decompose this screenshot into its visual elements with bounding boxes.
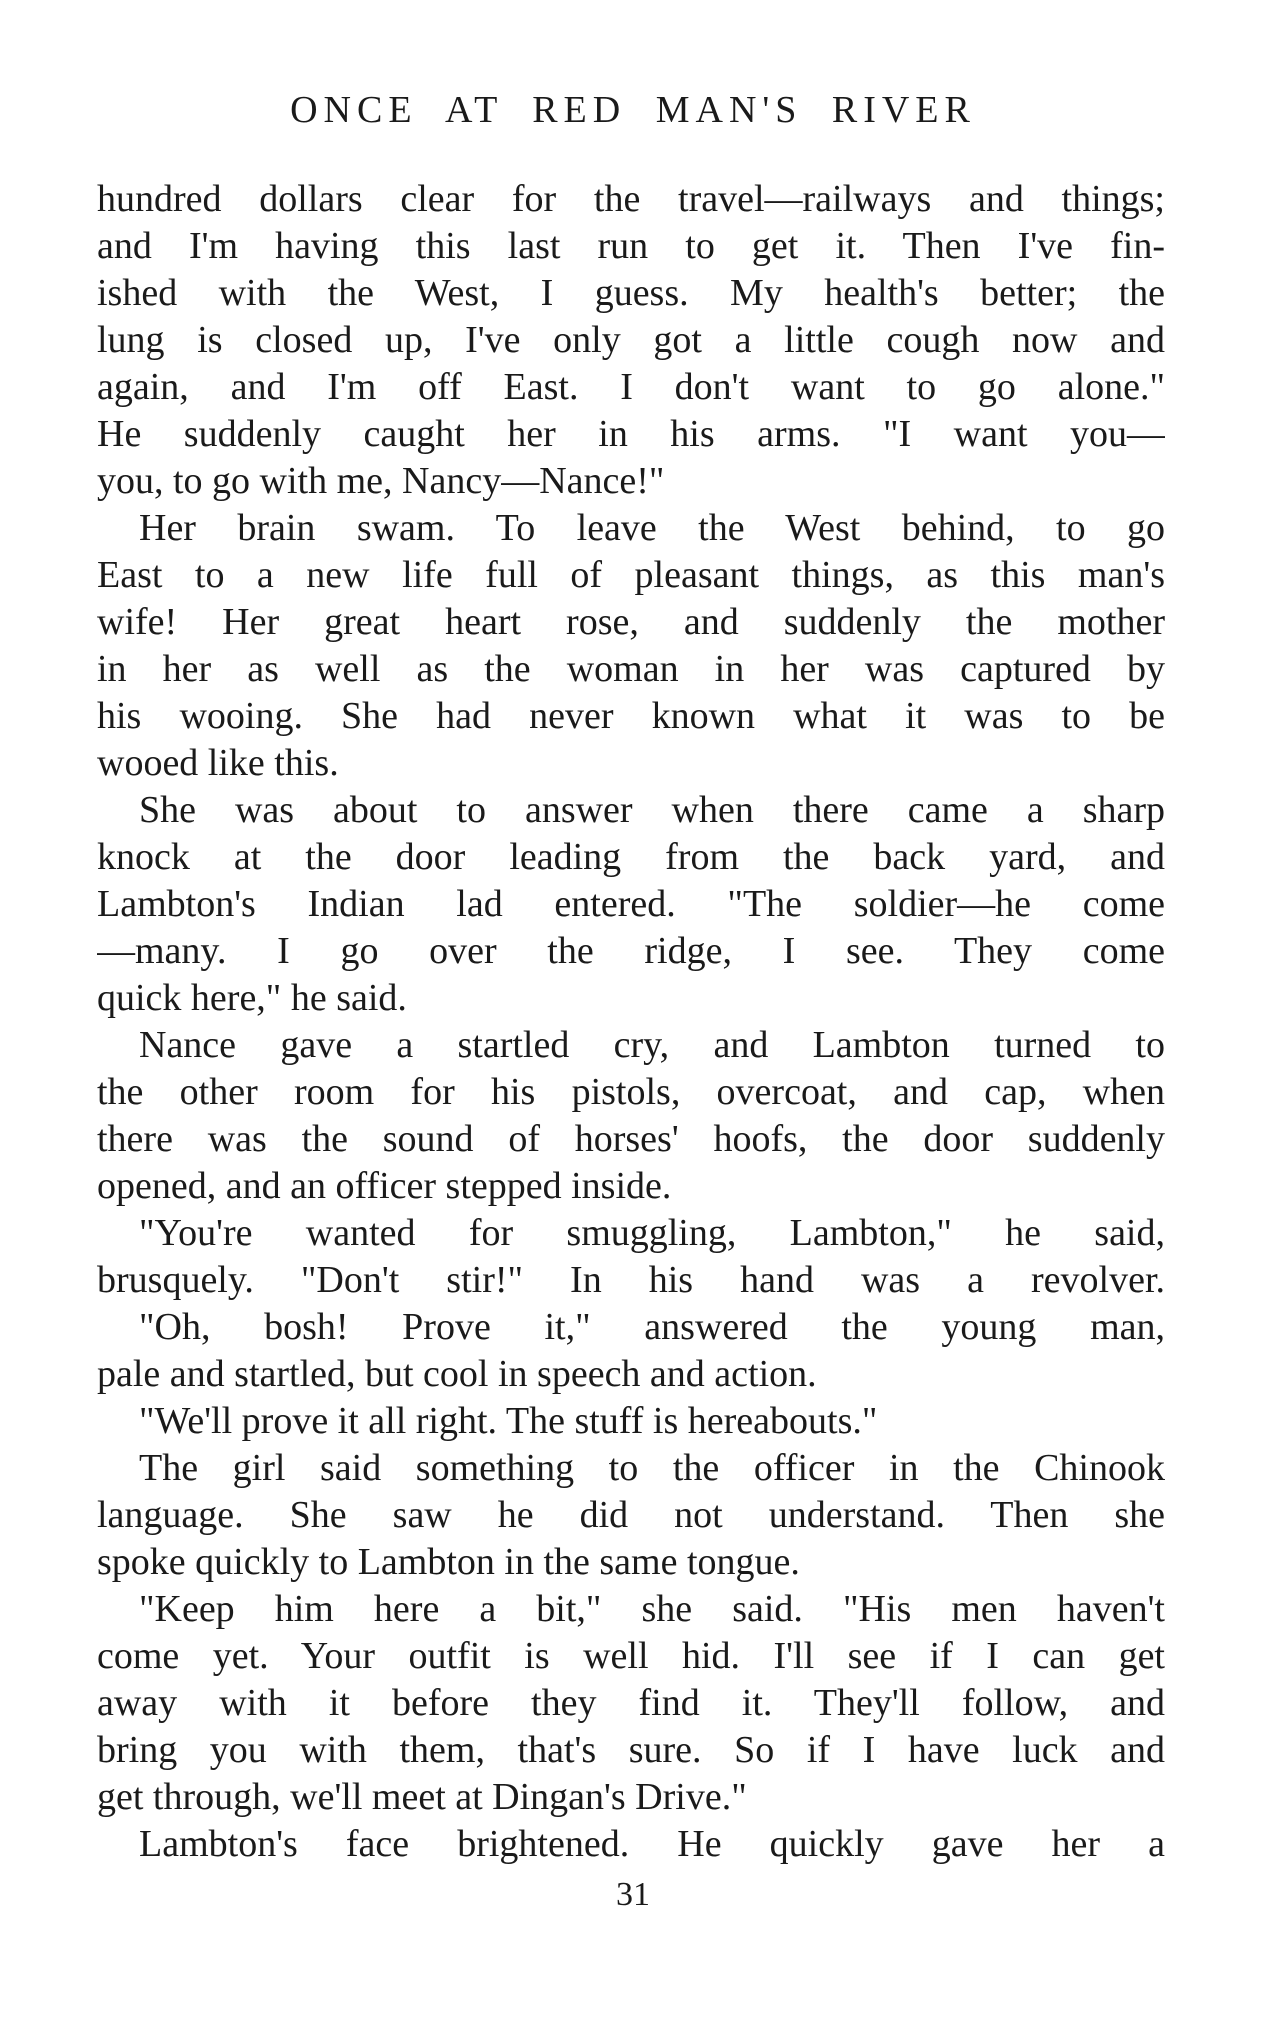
text-line: come yet. Your outfit is well hid. I'll see if I can get bbox=[97, 1635, 1165, 1677]
text-line: quick here," he said. bbox=[97, 977, 407, 1019]
text-line: "Oh, bosh! Prove it," answered the young man, bbox=[139, 1306, 1165, 1348]
text-line: hundred dollars clear for the travel—railways and things; bbox=[97, 178, 1165, 220]
text-line: opened, and an officer stepped inside. bbox=[97, 1165, 672, 1207]
text-line: The girl said something to the officer in the Chinook bbox=[139, 1447, 1165, 1489]
body-text bbox=[97, 176, 1165, 1868]
text-line: away with it before they find it. They'll follow, and bbox=[97, 1682, 1165, 1724]
page-number: 31 bbox=[616, 1876, 650, 1913]
running-title: ONCE AT RED MAN'S RIVER bbox=[290, 89, 976, 131]
text-line: "You're wanted for smuggling, Lambton," he said, bbox=[139, 1212, 1165, 1254]
text-line: the other room for his pistols, overcoat, and cap, when bbox=[97, 1071, 1165, 1113]
text-line: his wooing. She had never known what it was to be bbox=[97, 695, 1165, 737]
text-line: knock at the door leading from the back yard, and bbox=[97, 836, 1165, 878]
text-line: Nance gave a startled cry, and Lambton turned to bbox=[139, 1024, 1165, 1066]
text-line: get through, we'll meet at Dingan's Drive." bbox=[97, 1776, 747, 1818]
text-line: lung is closed up, I've only got a little cough now and bbox=[97, 319, 1165, 361]
text-line: He suddenly caught her in his arms. "I want you— bbox=[97, 413, 1165, 455]
text-line: in her as well as the woman in her was captured by bbox=[97, 648, 1165, 690]
text-line: there was the sound of horses' hoofs, the door suddenly bbox=[97, 1118, 1165, 1160]
text-line: brusquely. "Don't stir!" In his hand was a revolver. bbox=[97, 1259, 1165, 1301]
text-line: spoke quickly to Lambton in the same tongue. bbox=[97, 1541, 800, 1583]
text-line: Lambton's Indian lad entered. "The soldier—he come bbox=[97, 883, 1165, 925]
text-line: wooed like this. bbox=[97, 742, 339, 784]
text-line: language. She saw he did not understand. Then she bbox=[97, 1494, 1165, 1536]
text-line: you, to go with me, Nancy—Nance!" bbox=[97, 460, 665, 502]
text-line: Her brain swam. To leave the West behind, to go bbox=[139, 507, 1165, 549]
text-line: and I'm having this last run to get it. Then I've fin- bbox=[97, 225, 1165, 267]
text-line: again, and I'm off East. I don't want to go alone." bbox=[97, 366, 1165, 408]
text-line: Lambton's face brightened. He quickly gave her a bbox=[139, 1823, 1165, 1865]
text-line: She was about to answer when there came a sharp bbox=[139, 789, 1165, 831]
text-line: "We'll prove it all right. The stuff is hereabouts." bbox=[139, 1400, 878, 1442]
text-line: "Keep him here a bit," she said. "His men haven't bbox=[139, 1588, 1165, 1630]
text-line: wife! Her great heart rose, and suddenly the mother bbox=[97, 601, 1165, 643]
text-line: pale and startled, but cool in speech and action. bbox=[97, 1353, 817, 1395]
text-line: bring you with them, that's sure. So if I have luck and bbox=[97, 1729, 1165, 1771]
text-line: East to a new life full of pleasant things, as this man's bbox=[97, 554, 1165, 596]
text-line: ished with the West, I guess. My health's better; the bbox=[97, 272, 1165, 314]
text-line: —many. I go over the ridge, I see. They come bbox=[97, 930, 1165, 972]
